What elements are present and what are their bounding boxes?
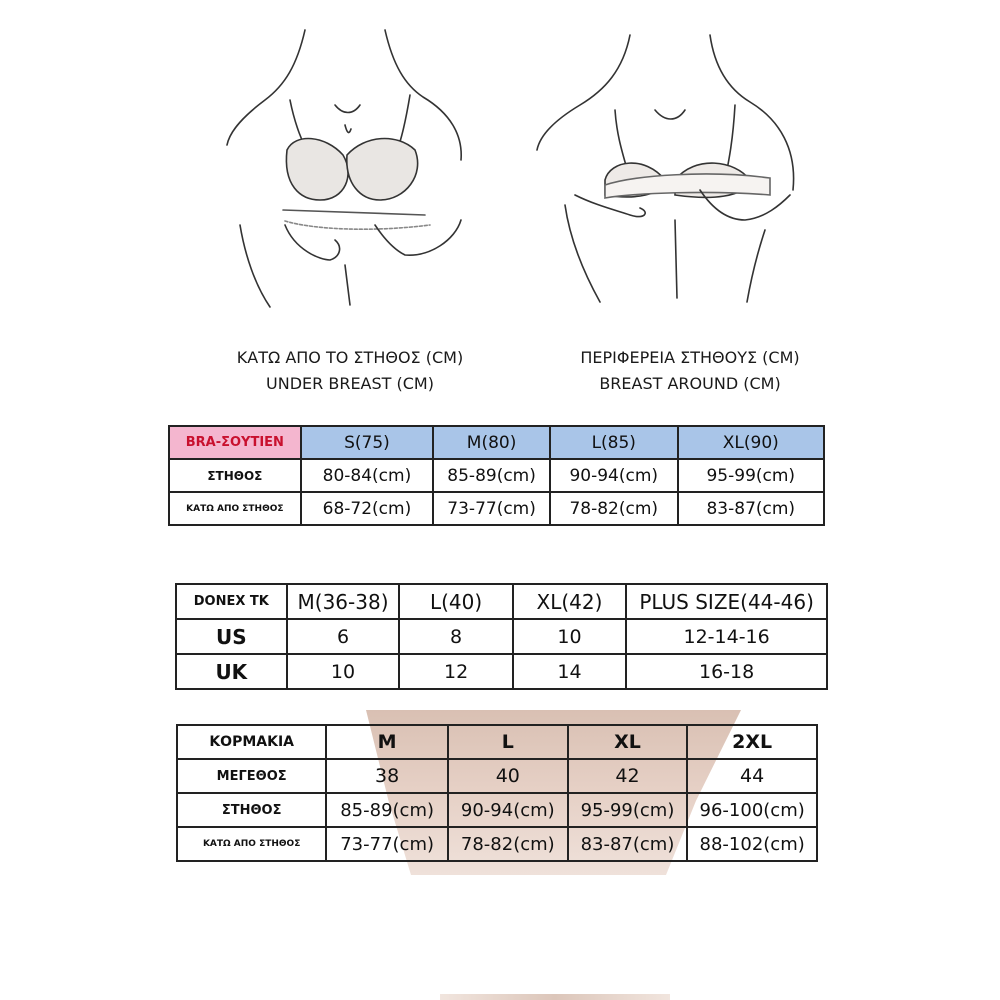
bodysuit-size-table <box>176 724 818 862</box>
table-cell: 83-87(cm) <box>678 492 824 525</box>
table-cell: 12 <box>399 654 512 689</box>
table-cell: 42 <box>568 759 688 793</box>
under-breast-caption-gr: ΚΑΤΩ ΑΠΟ ΤΟ ΣΤΗΘΟΣ (CM) <box>236 348 464 367</box>
header-cell: L(40) <box>399 584 512 619</box>
table-cell: 16-18 <box>626 654 827 689</box>
table-cell: 14 <box>513 654 626 689</box>
header-cell: S(75) <box>301 426 434 459</box>
row-label: ΣΤΗΘΟΣ <box>177 793 326 827</box>
header-cell: XL(90) <box>678 426 824 459</box>
header-cell: DONEX TK <box>176 584 287 619</box>
under-breast-caption <box>205 345 495 397</box>
breast-around-caption-en: BREAST AROUND (CM) <box>599 374 781 393</box>
row-label: ΚΑΤΩ ΑΠΟ ΣΤΗΘΟΣ <box>169 492 301 525</box>
header-cell: XL(42) <box>513 584 626 619</box>
table-cell: 88-102(cm) <box>687 827 817 861</box>
table-header-row <box>177 725 817 759</box>
table-header-row <box>169 426 824 459</box>
table-cell: 40 <box>448 759 568 793</box>
header-cell: ΚΟΡΜΑΚΙΑ <box>177 725 326 759</box>
row-label: ΜΕΓΕΘΟΣ <box>177 759 326 793</box>
breast-around-caption-gr: ΠΕΡΙΦΕΡΕΙΑ ΣΤΗΘΟΥΣ (CM) <box>580 348 800 367</box>
table-cell: 73-77(cm) <box>326 827 448 861</box>
header-cell: L(85) <box>550 426 678 459</box>
table-cell: 90-94(cm) <box>550 459 678 492</box>
table-cell: 90-94(cm) <box>448 793 568 827</box>
table-cell: 85-89(cm) <box>326 793 448 827</box>
table-row <box>177 793 817 827</box>
header-cell: BRA-ΣΟΥΤΙΕΝ <box>169 426 301 459</box>
table-cell: 78-82(cm) <box>550 492 678 525</box>
table-cell: 10 <box>513 619 626 654</box>
table-cell: 8 <box>399 619 512 654</box>
table-cell: 96-100(cm) <box>687 793 817 827</box>
row-label: UK <box>176 654 287 689</box>
table-cell: 73-77(cm) <box>433 492 550 525</box>
row-label: ΣΤΗΘΟΣ <box>169 459 301 492</box>
table-cell: 95-99(cm) <box>568 793 688 827</box>
table-cell: 78-82(cm) <box>448 827 568 861</box>
header-cell: XL <box>568 725 688 759</box>
bra-size-table <box>168 425 825 526</box>
bodysuit-table-wrapper <box>176 724 818 865</box>
row-label: ΚΑΤΩ ΑΠΟ ΣΤΗΘΟΣ <box>177 827 326 861</box>
breast-around-caption <box>540 345 840 397</box>
table-row <box>169 459 824 492</box>
table-cell: 85-89(cm) <box>433 459 550 492</box>
header-cell: 2XL <box>687 725 817 759</box>
table-row <box>169 492 824 525</box>
table-row <box>177 827 817 861</box>
breast-around-illustration <box>535 30 805 305</box>
size-conversion-table <box>175 583 828 690</box>
header-cell: PLUS SIZE(44-46) <box>626 584 827 619</box>
bottom-photo-edge <box>440 994 670 1000</box>
header-cell: M(80) <box>433 426 550 459</box>
table-row <box>177 759 817 793</box>
table-cell: 68-72(cm) <box>301 492 434 525</box>
table-cell: 44 <box>687 759 817 793</box>
under-breast-illustration <box>225 25 475 310</box>
header-cell: M(36-38) <box>287 584 400 619</box>
table-cell: 80-84(cm) <box>301 459 434 492</box>
table-cell: 38 <box>326 759 448 793</box>
table-cell: 12-14-16 <box>626 619 827 654</box>
table-cell: 95-99(cm) <box>678 459 824 492</box>
table-cell: 6 <box>287 619 400 654</box>
table-cell: 10 <box>287 654 400 689</box>
table-header-row <box>176 584 827 619</box>
header-cell: M <box>326 725 448 759</box>
table-cell: 83-87(cm) <box>568 827 688 861</box>
row-label: US <box>176 619 287 654</box>
under-breast-caption-en: UNDER BREAST (CM) <box>266 374 434 393</box>
header-cell: L <box>448 725 568 759</box>
table-row <box>176 654 827 689</box>
table-row <box>176 619 827 654</box>
